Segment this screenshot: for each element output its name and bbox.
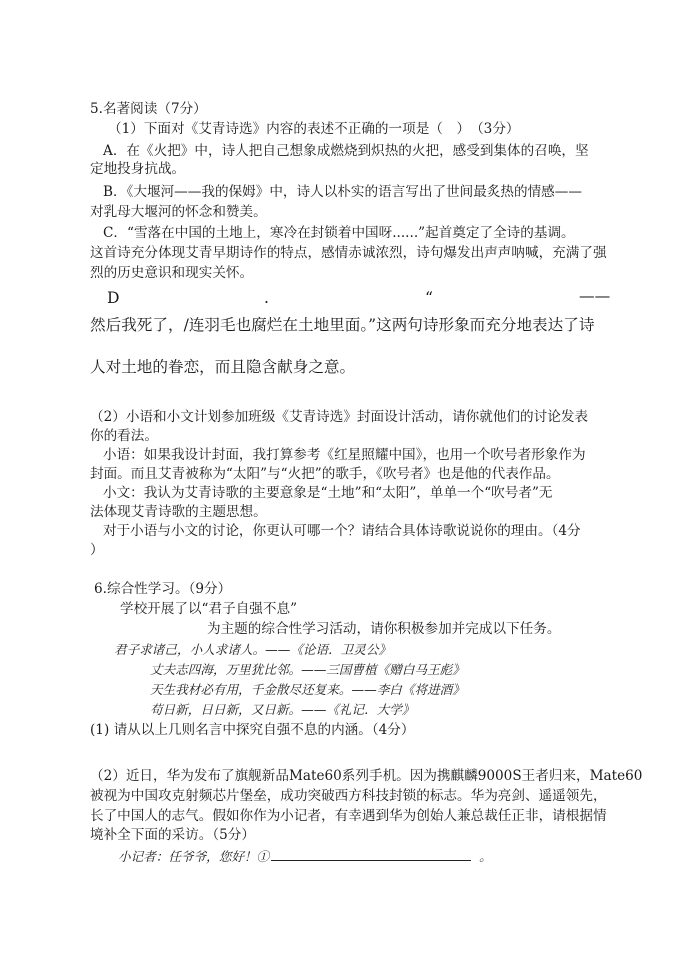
q5-option-d-quote: “	[425, 289, 433, 307]
xiaowen-line1: 小文：我认为艾青诗歌的主要意象是“土地”和“太阳”，单单一个“吹号者”无	[103, 485, 553, 501]
quote-4: 苟日新，日日新，又日新。——《礼记．大学》	[150, 702, 415, 717]
q5-option-c-line1: C．“雪落在中国的土地上，寒冷在封锁着中国呀......”起首奠定了全诗的基调。	[103, 225, 575, 241]
q6-sub2-line3: 长了中国人的志气。假如你作为小记者，有幸遇到华为创始人兼总裁任正非，请根据情	[90, 808, 607, 824]
xiaoyu-line1: 小语：如果我设计封面，我打算参考《红星照耀中国》，也用一个吹号者形象作为	[103, 447, 586, 463]
q5-sub2-question-line1: 对于小语与小文的讨论，你更认可哪一个？请结合具体诗歌说说你的理由。（4分	[103, 523, 581, 539]
q5-sub2-question-line2: ）	[90, 542, 104, 558]
q6-intro-line1: 学校开展了以“君子自强不息”	[120, 601, 298, 617]
q5-option-d-line3: 人对土地的眷恋，而且隐含献身之意。	[90, 358, 356, 376]
q5-option-d-line2: 然后我死了，/连羽毛也腐烂在土地里面。”这两句诗形象而充分地表达了诗	[90, 316, 595, 334]
q5-title: 5.名著阅读（7分）	[90, 101, 207, 117]
q6-sub2-line2: 被视为中国攻克射频芯片堡垒，成功突破西方科技封锁的标志。华为亮剑、遥遥领先，	[90, 788, 607, 804]
xiaowen-line2: 法体现艾青诗歌的主题思想。	[90, 504, 267, 520]
q5-option-d-dot: .	[264, 289, 269, 307]
answer-blank-1[interactable]	[271, 847, 471, 861]
q5-option-b-line1: B．《大堰河——我的保姆》中，诗人以朴实的语言写出了世间最炙热的情感——	[103, 184, 582, 200]
q6-sub2-line4: 境补全下面的采访。（5分）	[90, 827, 255, 843]
xiaoyu-line2: 封面。而且艾青被称为“太阳”与“火把”的歌手，《吹号者》也是他的代表作品。	[90, 466, 560, 482]
q5-sub1: （1）下面对《艾青诗选》内容的表述不正确的一项是（ ） （3分）	[108, 121, 520, 137]
quote-1: 君子求诸己，小人求诸人。——《论语．卫灵公》	[114, 642, 392, 657]
q5-sub2-line1: （2）小语和小文计划参加班级《艾青诗选》封面设计活动，请你就他们的讨论发表	[90, 409, 589, 425]
q5-option-b-line2: 对乳母大堰河的怀念和赞美。	[90, 204, 267, 220]
q5-option-a-line2: 定地投身抗战。	[90, 161, 186, 177]
q6-title: 6.综合性学习。（9分）	[94, 581, 232, 597]
q5-sub2-line2: 你的看法。	[90, 428, 158, 444]
q6-sub2-line1: （2）近日，华为发布了旗舰新品Mate60系列手机。因为携麒麟9000S王者归来，Mate60	[90, 768, 643, 784]
q5-option-c-line2: 这首诗充分体现艾青早期诗作的特点，感情赤诚浓烈，诗句爆发出声声呐喊，充满了强	[90, 245, 607, 261]
q5-option-a-line1: A．在《火把》中，诗人把自己想象成燃烧到炽热的火把，感受到集体的召唤，坚	[103, 143, 589, 159]
q5-option-d-dash: ——	[579, 287, 611, 305]
q6-intro-line2: 为主题的综合性学习活动，请你积极参加并完成以下任务。	[207, 621, 561, 637]
quote-3: 天生我材必有用，千金散尽还复来。——李白《将进酒》	[150, 682, 465, 697]
reporter-prompt: 小记者：任爷爷，您好！①	[118, 849, 270, 864]
reporter-line	[118, 847, 492, 866]
q5-option-d-letter: D	[107, 289, 120, 307]
quote-2: 丈夫志四海，万里犹比邻。——三国曹植《赠白马王彪》	[150, 662, 465, 677]
reporter-end: 。	[479, 849, 492, 864]
q5-option-c-line3: 烈的历史意识和现实关怀。	[90, 265, 254, 281]
q6-sub1: (1) 请从以上几则名言中探究自强不息的内涵。（4分）	[90, 722, 415, 738]
